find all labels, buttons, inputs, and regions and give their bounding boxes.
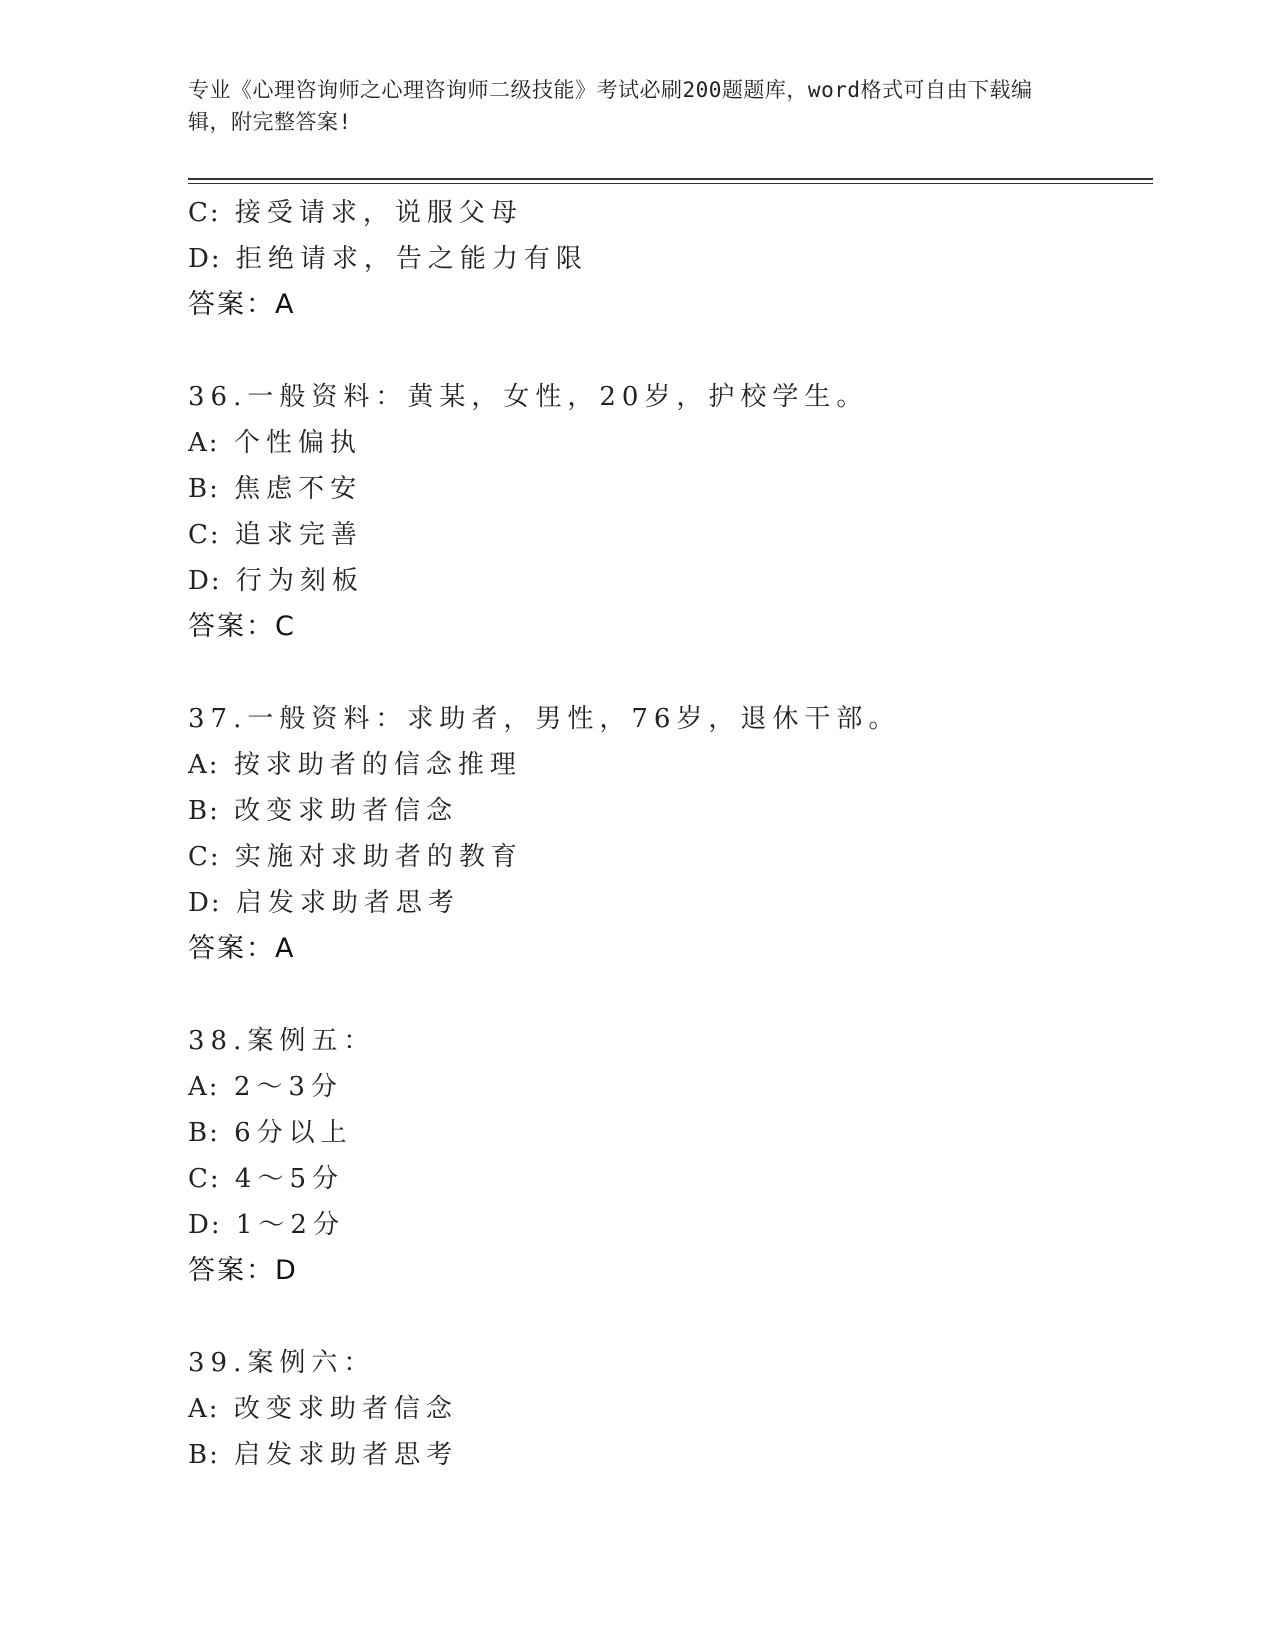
- spacer: [188, 972, 1148, 1018]
- option-label: C:: [188, 198, 221, 228]
- option-text: 2～3分: [233, 1072, 343, 1102]
- option-line: [188, 1156, 1148, 1202]
- option-label: D:: [188, 566, 222, 596]
- question-stem: 36.一般资料：黄某，女性，20岁，护校学生。: [188, 382, 869, 412]
- option-line: [188, 1386, 1148, 1432]
- option-text: 焦虑不安: [234, 474, 363, 504]
- option-line: [188, 1432, 1148, 1478]
- option-line: [188, 1110, 1148, 1156]
- answer-line: 答案：A: [188, 289, 296, 320]
- option-line: [188, 742, 1148, 788]
- option-line: [188, 466, 1148, 512]
- option-line: [188, 420, 1148, 466]
- option-text: 拒绝请求，告之能力有限: [235, 244, 588, 274]
- option-line: [188, 880, 1148, 926]
- header-divider-thick: [188, 178, 1153, 180]
- option-text: 1～2分: [235, 1210, 345, 1240]
- option-text: 6分以上: [234, 1118, 353, 1148]
- option-line: [188, 190, 1148, 236]
- option-label: B:: [188, 1118, 220, 1148]
- question-stem: 39.案例六：: [188, 1348, 376, 1378]
- option-label: A:: [188, 1072, 220, 1102]
- answer-line: 答案：A: [188, 933, 296, 964]
- spacer: [188, 328, 1148, 374]
- option-label: D:: [188, 1210, 222, 1240]
- option-line: [188, 788, 1148, 834]
- answer-line: 答案：D: [188, 1255, 298, 1286]
- option-label: B:: [188, 1440, 220, 1470]
- option-line: [188, 1202, 1148, 1248]
- option-text: 个性偏执: [233, 428, 362, 458]
- option-label: C:: [188, 1164, 221, 1194]
- spacer: [188, 1294, 1148, 1340]
- option-text: 实施对求助者的教育: [234, 842, 523, 872]
- option-label: D:: [188, 888, 222, 918]
- option-label: A:: [188, 428, 220, 458]
- option-label: B:: [188, 474, 220, 504]
- option-line: [188, 236, 1148, 282]
- header-divider-thin: [188, 183, 1153, 184]
- option-text: 按求助者的信念推理: [233, 750, 522, 780]
- option-label: D:: [188, 244, 222, 274]
- option-text: 4～5分: [234, 1164, 345, 1194]
- option-text: 改变求助者信念: [234, 796, 459, 826]
- spacer: [188, 650, 1148, 696]
- option-text: 追求完善: [234, 520, 363, 550]
- option-label: C:: [188, 842, 221, 872]
- option-text: 改变求助者信念: [233, 1394, 458, 1424]
- option-text: 行为刻板: [235, 566, 364, 596]
- option-text: 启发求助者思考: [234, 1440, 459, 1470]
- option-text: 启发求助者思考: [235, 888, 460, 918]
- option-label: B:: [188, 796, 220, 826]
- option-text: 接受请求，说服父母: [234, 198, 523, 228]
- option-line: [188, 1064, 1148, 1110]
- answer-line: 答案：C: [188, 611, 296, 642]
- option-line: [188, 558, 1148, 604]
- question-list: [188, 190, 1148, 1478]
- question-stem: 37.一般资料：求助者，男性，76岁，退休干部。: [188, 704, 901, 734]
- document-header: 专业《心理咨询师之心理咨询师二级技能》考试必刷200题题库，word格式可自由下载编辑，附完整答案!: [188, 78, 1033, 134]
- option-line: [188, 512, 1148, 558]
- option-label: C:: [188, 520, 221, 550]
- option-label: A:: [188, 1394, 220, 1424]
- option-label: A:: [188, 750, 220, 780]
- option-line: [188, 834, 1148, 880]
- question-stem: 38.案例五：: [188, 1026, 376, 1056]
